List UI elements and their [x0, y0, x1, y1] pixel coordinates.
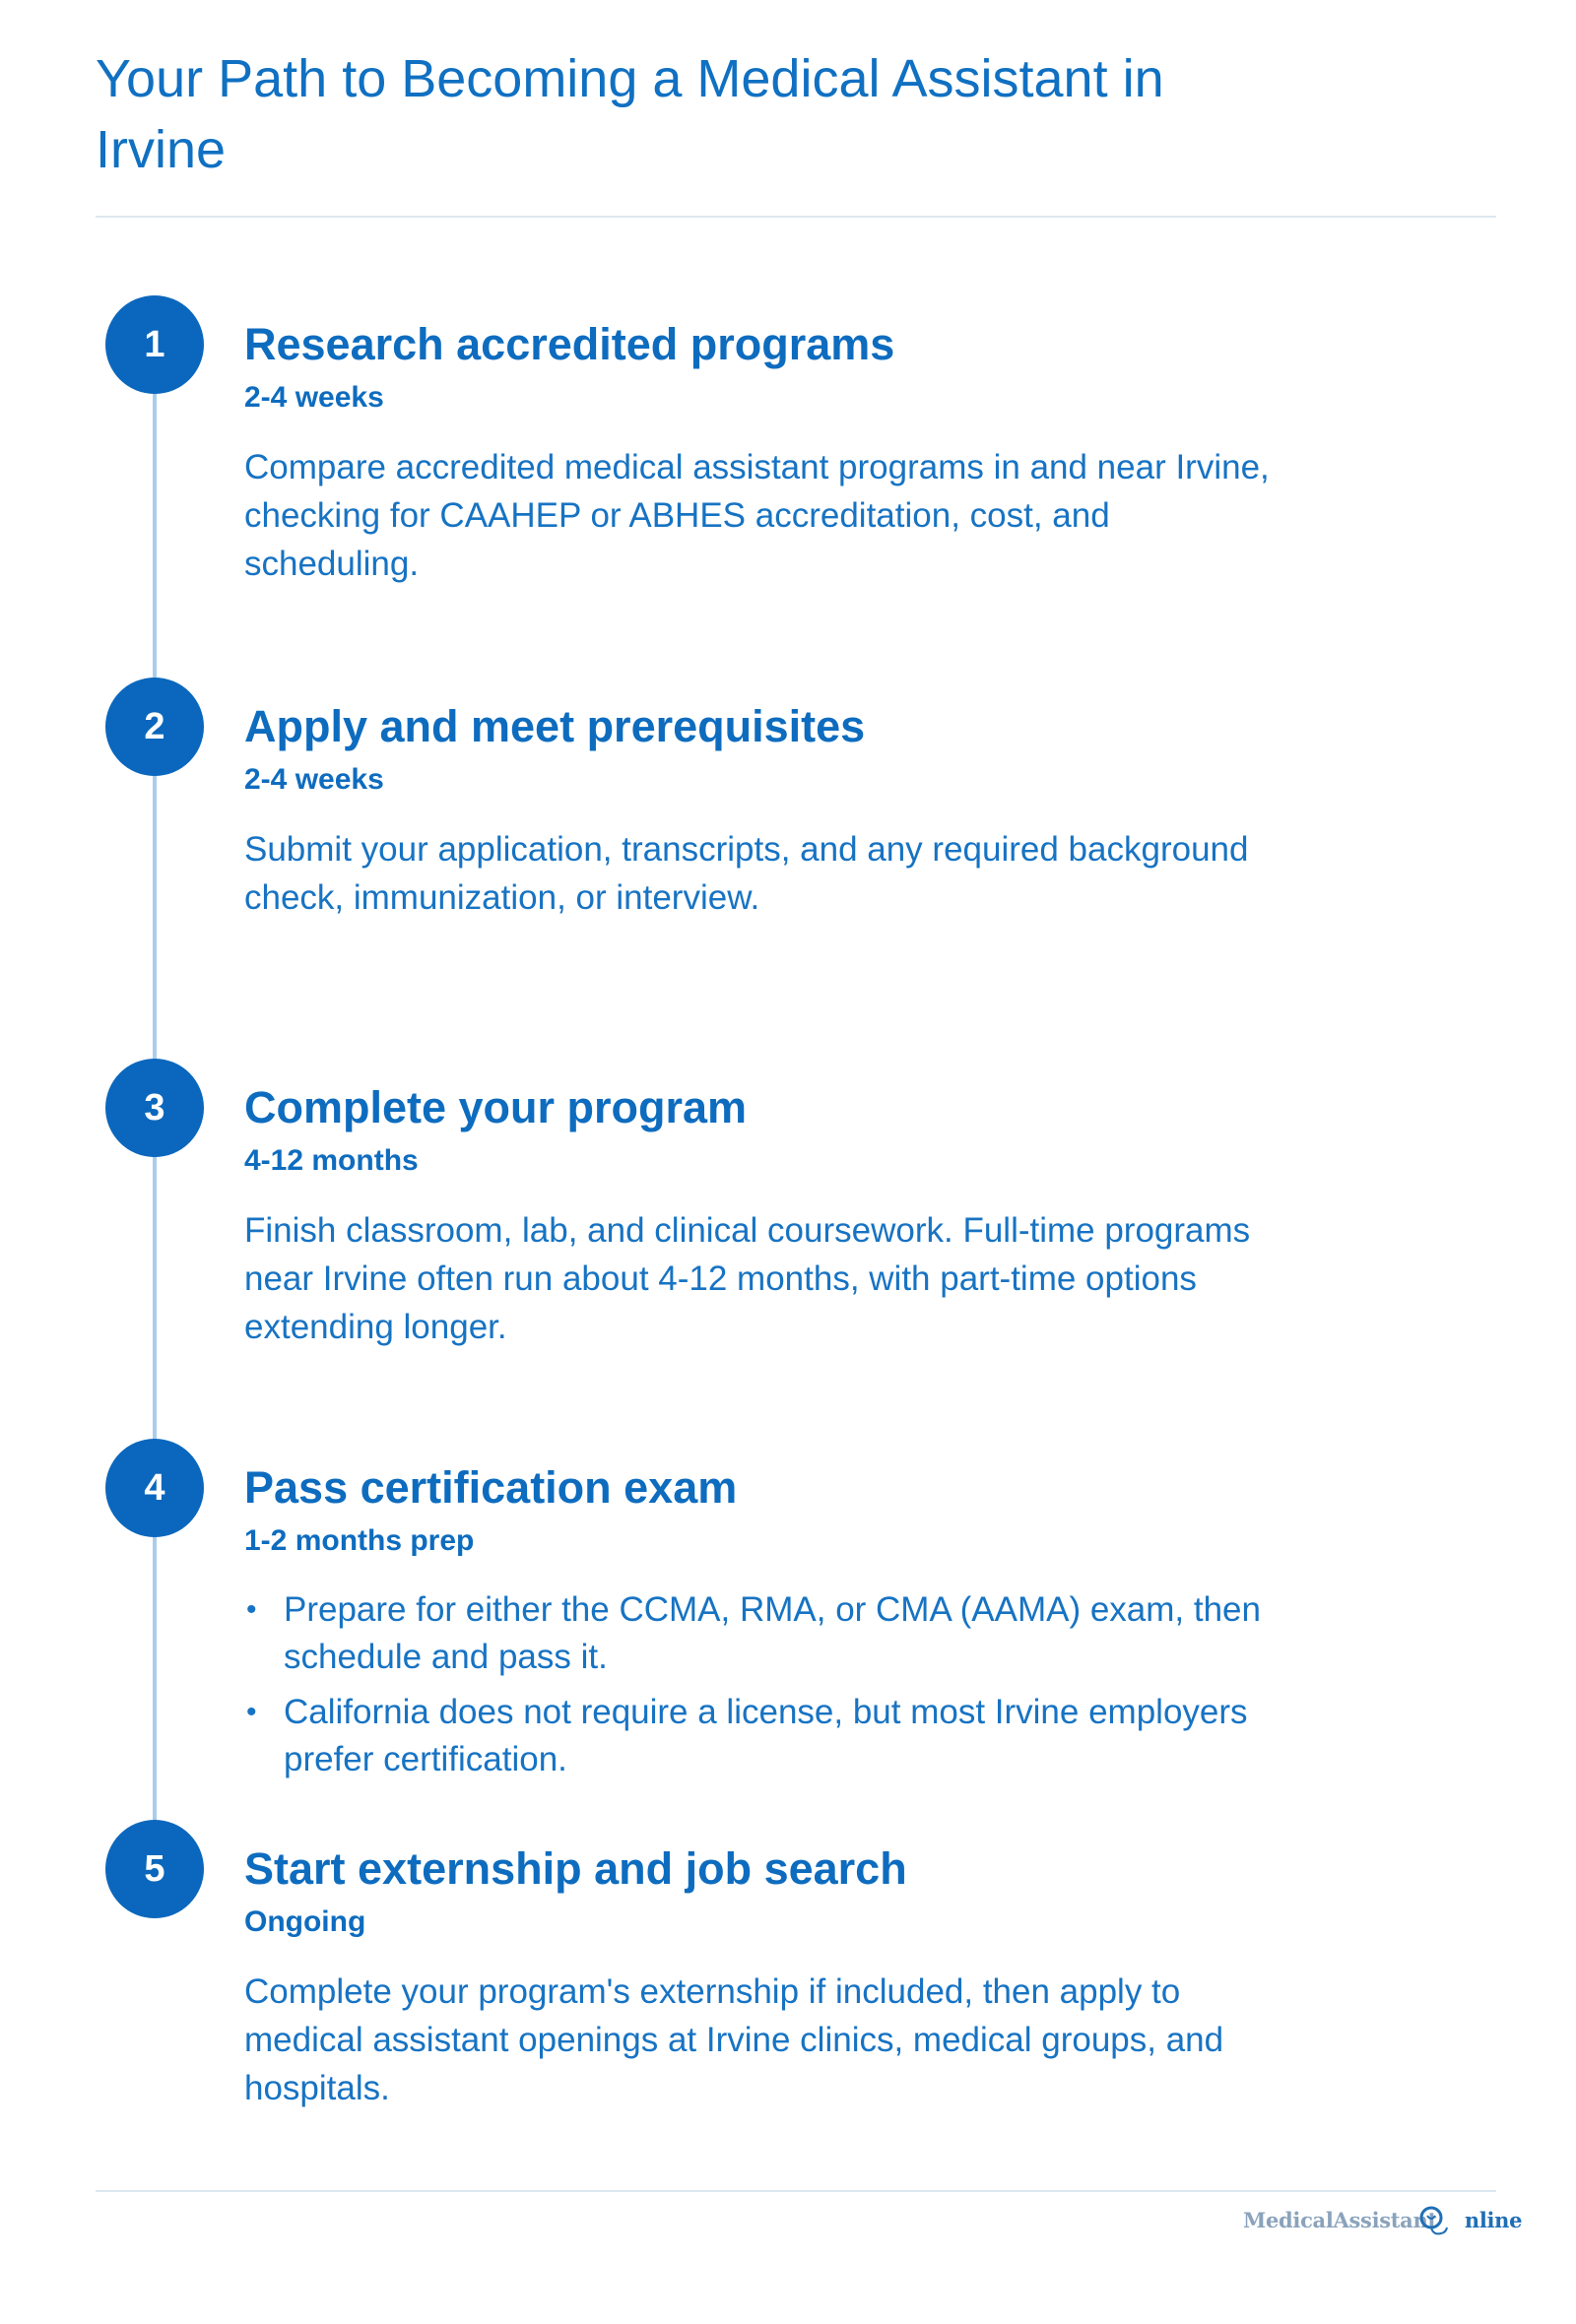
bullet-icon: • — [246, 1696, 257, 1728]
step-duration: Ongoing — [244, 1905, 366, 1938]
stethoscope-o-icon — [1418, 2205, 1448, 2238]
brand-logo — [1243, 2188, 1523, 2243]
step-duration: 4-12 months — [244, 1144, 419, 1177]
step-bullet-list — [244, 1586, 1308, 1783]
step-number-badge: 2 — [105, 678, 204, 776]
step-content — [244, 699, 1308, 922]
step-number-badge: 1 — [105, 295, 204, 394]
step-title: Complete your program — [244, 1082, 748, 1132]
step-number-badge: 5 — [105, 1820, 204, 1918]
bullet-icon: • — [246, 1593, 257, 1626]
logo-text — [1243, 2208, 1522, 2232]
step-duration: 1-2 months prep — [244, 1524, 475, 1557]
step-title: Start externship and job search — [244, 1843, 907, 1894]
logo-text-main: MedicalAssistant — [1243, 2208, 1437, 2232]
bullet-text: California does not require a license, but most Irvine employers prefer certification. — [284, 1693, 1248, 1778]
step-number-badge: 4 — [105, 1439, 204, 1537]
step-duration: 2-4 weeks — [244, 381, 384, 414]
logo-text-accent: nline — [1464, 2208, 1523, 2232]
list-item — [244, 1689, 1308, 1783]
step-description: Complete your program's externship if included, then apply to medical assistant openings at Irvine clinics, medical groups, and hospitals. — [244, 1972, 1224, 2107]
step-duration: 2-4 weeks — [244, 763, 384, 796]
step-content — [244, 1460, 1308, 1791]
list-item — [244, 1586, 1308, 1681]
header-divider — [96, 216, 1496, 218]
step-number-badge: 3 — [105, 1059, 204, 1157]
bullet-text: Prepare for either the CCMA, RMA, or CMA (AAMA) exam, then schedule and pass it. — [284, 1590, 1261, 1676]
step-title: Research accredited programs — [244, 319, 895, 369]
step-content — [244, 317, 1308, 588]
step-title: Apply and meet prerequisites — [244, 701, 866, 751]
step-content — [244, 1841, 1308, 2112]
step-description: Finish classroom, lab, and clinical coursework. Full-time programs near Irvine often run about 4-12 months, with part-time options extending longer. — [244, 1211, 1251, 1346]
step-content — [244, 1080, 1308, 1351]
step-title: Pass certification exam — [244, 1462, 738, 1513]
step-description: Submit your application, transcripts, and any required background check, immunization, or interview. — [244, 830, 1249, 917]
page-title: Your Path to Becoming a Medical Assistant in Irvine — [96, 49, 1164, 179]
step-description: Compare accredited medical assistant programs in and near Irvine, checking for CAAHEP or ABHES accreditation, cost, and scheduling. — [244, 448, 1270, 583]
